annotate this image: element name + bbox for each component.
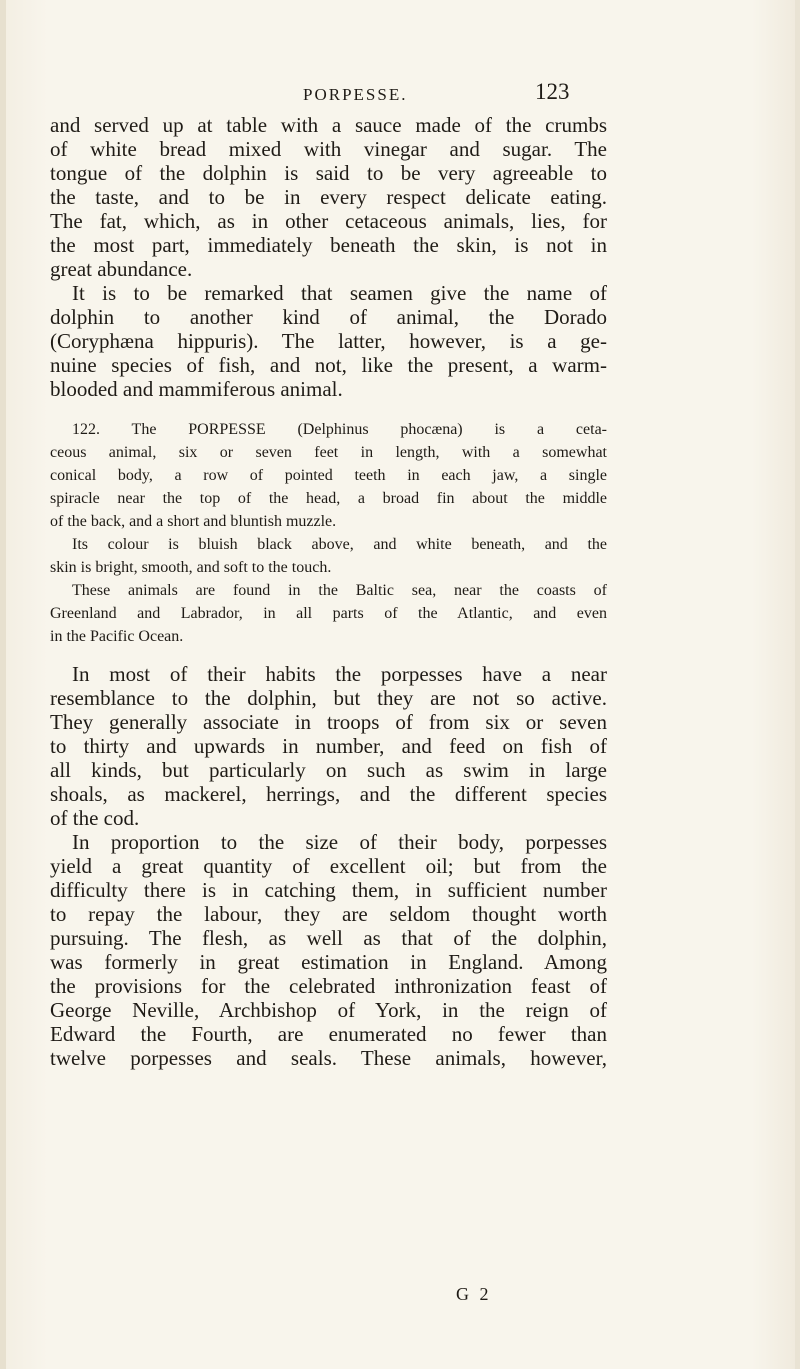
body-line: tongue of the dolphin is said to be very agreeable to — [50, 161, 607, 185]
body-line: the provisions for the celebrated inthronization feast of — [50, 974, 607, 998]
body-line: to thirty and upwards in number, and feed on fish of — [50, 734, 607, 758]
body-line: The fat, which, as in other cetaceous animals, lies, for — [50, 209, 607, 233]
body-line: In proportion to the size of their body, porpesses — [72, 830, 607, 854]
section-line: Its colour is bluish black above, and white beneath, and the — [72, 536, 607, 553]
body-line: resemblance to the dolphin, but they are not so active. — [50, 686, 607, 710]
body-line: dolphin to another kind of animal, the Dorado — [50, 305, 607, 329]
body-line: It is to be remarked that seamen give the name of — [72, 281, 607, 305]
section-line: These animals are found in the Baltic sea, near the coasts of — [72, 582, 607, 599]
body-line: of white bread mixed with vinegar and sugar. The — [50, 137, 607, 161]
body-line: yield a great quantity of excellent oil; but from the — [50, 854, 607, 878]
section-line: 122. The PORPESSE (Delphinus phocæna) is a ceta- — [72, 421, 607, 438]
body-line: the most part, immediately beneath the skin, is not in — [50, 233, 607, 257]
body-line: of the cod. — [50, 806, 140, 830]
body-line: and served up at table with a sauce made of the crumbs — [50, 113, 607, 137]
page-edge-left — [0, 0, 6, 1369]
section-line: of the back, and a short and bluntish muzzle. — [50, 513, 337, 530]
section-line: in the Pacific Ocean. — [50, 628, 184, 645]
body-line: shoals, as mackerel, herrings, and the different species — [50, 782, 607, 806]
page-text — [50, 113, 607, 1070]
page-number: 123 — [535, 79, 570, 104]
body-line: blooded and mammiferous animal. — [50, 377, 343, 401]
signature-mark: G 2 — [456, 1284, 492, 1304]
section-line: skin is bright, smooth, and soft to the touch. — [50, 559, 332, 576]
body-line: nuine species of fish, and not, like the present, a warm- — [50, 353, 607, 377]
body-line: (Coryphæna hippuris). The latter, however, is a ge- — [50, 329, 607, 353]
body-line: Edward the Fourth, are enumerated no fewer than — [50, 1022, 607, 1046]
body-line: They generally associate in troops of from six or seven — [50, 710, 607, 734]
body-line: the taste, and to be in every respect delicate eating. — [50, 185, 607, 209]
body-line: pursuing. The flesh, as well as that of the dolphin, — [50, 926, 607, 950]
body-line: great abundance. — [50, 257, 193, 281]
body-line: to repay the labour, they are seldom thought worth — [50, 902, 607, 926]
body-line: was formerly in great estimation in England. Among — [50, 950, 607, 974]
body-line: George Neville, Archbishop of York, in the reign of — [50, 998, 607, 1022]
section-line: conical body, a row of pointed teeth in each jaw, a single — [50, 467, 607, 484]
body-line: In most of their habits the porpesses have a near — [72, 662, 607, 686]
page-edge-right — [795, 0, 800, 1369]
section-line: ceous animal, six or seven feet in length, with a somewhat — [50, 444, 607, 461]
body-line: difficulty there is in catching them, in sufficient number — [50, 878, 607, 902]
running-title: PORPESSE. — [303, 85, 408, 104]
section-line: Greenland and Labrador, in all parts of the Atlantic, and even — [50, 605, 607, 622]
section-line: spiracle near the top of the head, a broad fin about the middle — [50, 490, 607, 507]
running-head — [0, 79, 800, 115]
body-line: all kinds, but particularly on such as swim in large — [50, 758, 607, 782]
body-line: twelve porpesses and seals. These animals, however, — [50, 1046, 607, 1070]
